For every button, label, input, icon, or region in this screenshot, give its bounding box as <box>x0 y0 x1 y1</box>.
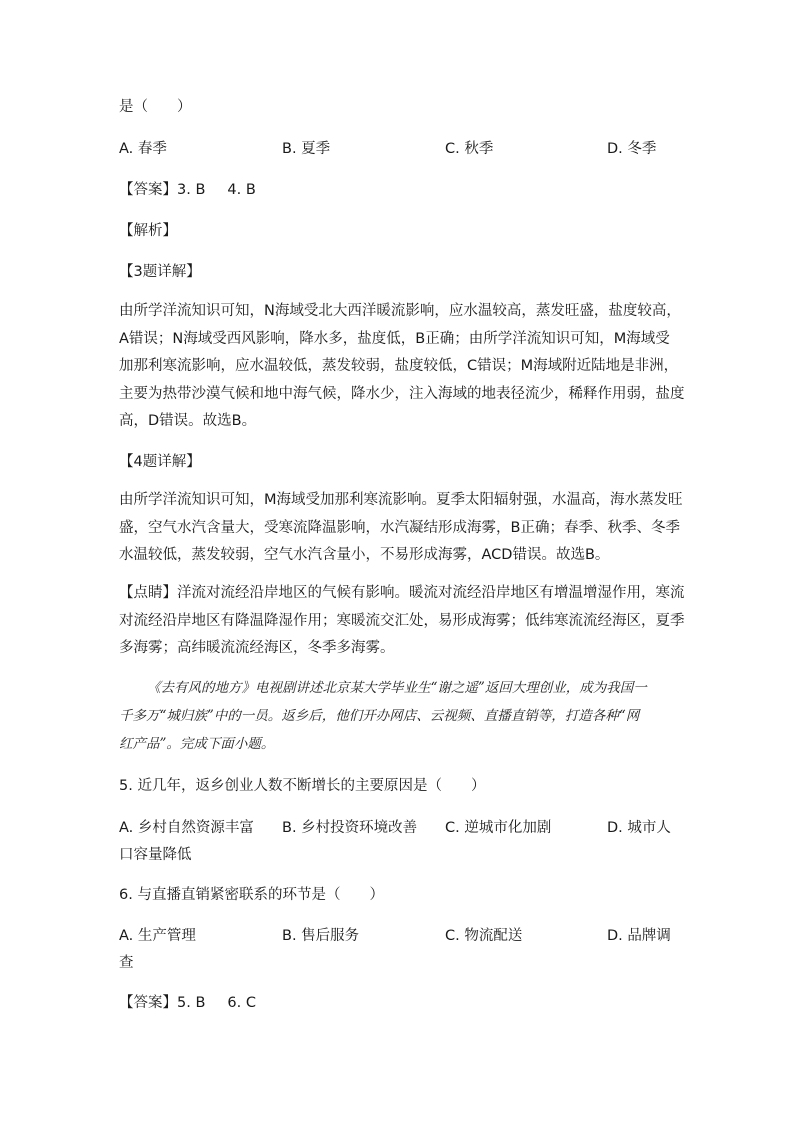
q4-detail-label: 【4题详解】 <box>119 454 201 470</box>
text-line: 千多万“城归族”中的一员。返乡后，他们开办网店、云视频、直播直销等，打造各种“网 <box>119 708 640 724</box>
question-6-options <box>119 924 679 946</box>
option-b: B. 售后服务 <box>282 928 360 944</box>
question-4-tail: 是（ ） <box>119 99 192 115</box>
analysis-label: 【解析】 <box>119 223 177 239</box>
option-a: A. 春季 <box>119 141 167 157</box>
text-line: 水温较低，蒸发较弱，空气水汽含量小，不易形成海雾，ACD错误。故选B。 <box>119 547 610 563</box>
answer-label: 【答案】 <box>119 995 177 1011</box>
option-c: C. 物流配送 <box>445 928 523 944</box>
option-d: D. 城市人 <box>607 820 671 836</box>
answer-value: 5. B <box>177 995 206 1011</box>
question-4-options <box>119 137 679 159</box>
text-line: 对流经沿岸地区有降温降湿作用；寒暖流交汇处，易形成海雾；低纬寒流流经海区，夏季 <box>119 612 685 629</box>
text-line: 由所学洋流知识可知，N海域受北大西洋暖流影响，应水温较高，蒸发旺盛，盐度较高， <box>119 303 681 319</box>
q3-detail-label: 【3题详解】 <box>119 264 201 280</box>
q3-detail-text <box>119 298 685 436</box>
text-line: 【点睛】洋流对流经沿岸地区的气候有影响。暖流对流经沿岸地区有增温增湿作用，寒流 <box>119 585 685 601</box>
text-line: 主要为热带沙漠气候和地中海气候，降水少，注入海域的地表径流少，稀释作用弱，盐度 <box>119 385 685 402</box>
option-a: A. 生产管理 <box>119 928 196 944</box>
answer-5-6 <box>119 991 679 1012</box>
option-d-wrap: 口容量降低 <box>119 847 192 863</box>
material-passage <box>119 674 675 758</box>
text-line: A错误；N海域受西风影响，降水多，盐度低，B正确；由所学洋流知识可知，M海域受 <box>119 330 670 347</box>
option-a: A. 乡村自然资源丰富 <box>119 820 254 836</box>
option-c: C. 逆城市化加剧 <box>445 820 552 836</box>
tip-block <box>119 580 685 663</box>
text-line: 盛，空气水汽含量大，受寒流降温影响，水汽凝结形成海雾，B正确；春季、秋季、冬季 <box>119 519 680 536</box>
option-b: B. 夏季 <box>282 141 331 157</box>
answer-value: 6. C <box>227 995 256 1011</box>
answer-value: 4. B <box>227 182 256 198</box>
q4-detail-text <box>119 487 683 570</box>
text-line: 多海雾；高纬暖流流经海区，冬季多海雾。 <box>119 640 395 656</box>
question-6: 6. 与直播直销紧密联系的环节是（ ） <box>119 887 384 903</box>
option-d: D. 冬季 <box>607 141 657 157</box>
text-line: 红产品”。完成下面小题。 <box>119 736 275 752</box>
question-5-options <box>119 816 679 838</box>
text-line: 高，D错误。故选B。 <box>119 413 257 429</box>
answer-label: 【答案】 <box>119 182 177 198</box>
answer-value: 3. B <box>177 182 206 198</box>
text-line: 由所学洋流知识可知，M海域受加那利寒流影响。夏季太阳辐射强，水温高，海水蒸发旺 <box>119 492 683 508</box>
question-5: 5. 近几年，返乡创业人数不断增长的主要原因是（ ） <box>119 778 486 794</box>
text-line: 《去有风的地方》电视剧讲述北京某大学毕业生“谢之遥”返回大理创业，成为我国一 <box>147 680 647 696</box>
option-c: C. 秋季 <box>445 141 494 157</box>
option-b: B. 乡村投资环境改善 <box>282 820 418 836</box>
tip-label: 【点睛】 <box>119 585 177 601</box>
option-d: D. 品牌调 <box>607 928 671 944</box>
text-line: 加那利寒流影响，应水温较低，蒸发较弱，盐度较低，C错误；M海域附近陆地是非洲， <box>119 358 679 374</box>
answer-3-4 <box>119 178 679 199</box>
option-d-wrap: 查 <box>119 955 134 971</box>
